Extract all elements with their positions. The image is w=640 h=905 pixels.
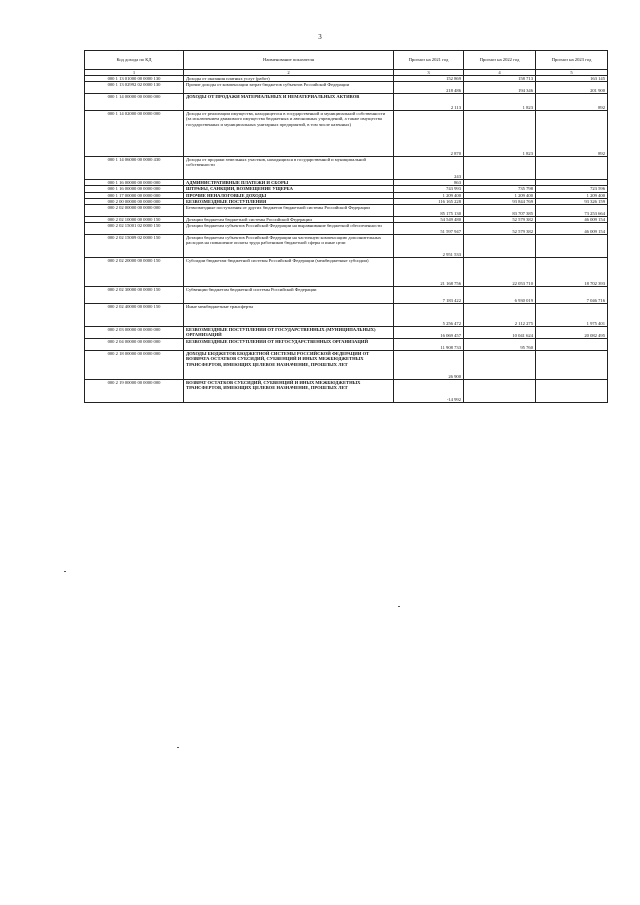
revenue-forecast-table xyxy=(84,50,608,403)
row-name: ПРОЧИЕ НЕНАЛОГОВЫЕ ДОХОДЫ xyxy=(184,192,394,198)
row-name: Субвенции бюджетам бюджетной системы Российской Федерации xyxy=(184,287,394,304)
row-value-2023: 892 xyxy=(536,111,608,157)
row-value-2023: 73 253 664 xyxy=(536,205,608,217)
row-value-2021: 16 069 457 xyxy=(394,327,464,339)
row-value-2023: 892 xyxy=(536,94,608,111)
row-value-2023: 1 975 401 xyxy=(536,304,608,327)
row-name: АДМИНИСТРАТИВНЫЕ ПЛАТЕЖИ И СБОРЫ xyxy=(184,180,394,186)
row-value-2021: 1 209 400 xyxy=(394,192,464,198)
header-forecast-2023: Прогноз на 2023 год xyxy=(536,51,608,70)
row-name: БЕЗВОЗМЕЗДНЫЕ ПОСТУПЛЕНИЯ xyxy=(184,198,394,204)
row-code: 000 2 19 00000 00 0000 000 xyxy=(85,380,184,403)
row-value-2021: 51 597 947 xyxy=(394,223,464,235)
row-value-2021: 743 993 xyxy=(394,186,464,192)
row-code: 000 2 02 15009 02 0000 150 xyxy=(85,235,184,258)
row-value-2023 xyxy=(536,157,608,180)
table-row xyxy=(85,205,608,217)
row-value-2023 xyxy=(536,235,608,258)
row-value-2021: 5 256 472 xyxy=(394,304,464,327)
header-forecast-2022: Прогноз на 2022 год xyxy=(464,51,536,70)
row-code: 000 2 02 10000 00 0000 150 xyxy=(85,217,184,223)
row-value-2021: 85 175 130 xyxy=(394,205,464,217)
row-value-2023: 723 596 xyxy=(536,186,608,192)
row-name: ШТРАФЫ, САНКЦИИ, ВОЗМЕЩЕНИЕ УЩЕРБА xyxy=(184,186,394,192)
row-value-2023: 18 702 393 xyxy=(536,258,608,287)
row-value-2021: 7 183 422 xyxy=(394,287,464,304)
row-value-2022: 52 579 382 xyxy=(464,223,536,235)
row-value-2022: 194 346 xyxy=(464,82,536,94)
row-value-2022 xyxy=(464,351,536,380)
row-code: 000 1 14 02000 00 0000 000 xyxy=(85,111,184,157)
row-value-2021: 116 165 228 xyxy=(394,198,464,204)
row-value-2022 xyxy=(464,380,536,403)
row-value-2021: 2 951 533 xyxy=(394,235,464,258)
table-header-row xyxy=(85,51,608,70)
header-code: Код дохода по КД xyxy=(85,51,184,70)
table-row xyxy=(85,157,608,180)
column-number: 5 xyxy=(536,70,608,76)
row-value-2022 xyxy=(464,235,536,258)
row-value-2022: 93 844 769 xyxy=(464,198,536,204)
row-value-2023: 1 209 400 xyxy=(536,192,608,198)
row-code: 000 1 17 00000 00 0000 000 xyxy=(85,192,184,198)
row-value-2022: 1 823 xyxy=(464,94,536,111)
row-code: 000 1 13 01000 00 0000 130 xyxy=(85,76,184,82)
row-name: Субсидии бюджетам бюджетной системы Российской Федерации (межбюджетные субсидии) xyxy=(184,258,394,287)
table-row xyxy=(85,327,608,339)
header-forecast-2021: Прогноз на 2021 год xyxy=(394,51,464,70)
row-name: Дотации бюджетам субъектов Российской Федерации на частичную компенсацию дополнительных расходов на повышение оплаты труда работников бюджетной сферы и иные цели xyxy=(184,235,394,258)
table-row xyxy=(85,339,608,351)
row-value-2022: 83 707 385 xyxy=(464,205,536,217)
row-code: 000 2 02 40000 00 0000 150 xyxy=(85,304,184,327)
row-name: Прочие доходы от компенсации затрат бюджетов субъектов Российской Федерации xyxy=(184,82,394,94)
row-code: 000 1 14 00000 00 0000 000 xyxy=(85,94,184,111)
row-code: 000 1 16 00000 00 0000 000 xyxy=(85,186,184,192)
row-value-2023: 20 082 495 xyxy=(536,327,608,339)
row-name: БЕЗВОЗМЕЗДНЫЕ ПОСТУПЛЕНИЯ ОТ НЕГОСУДАРСТВЕННЫХ ОРГАНИЗАЦИЙ xyxy=(184,339,394,351)
row-value-2021: 152 869 xyxy=(394,76,464,82)
row-code: 000 2 02 30000 00 0000 150 xyxy=(85,287,184,304)
row-name: ДОХОДЫ ОТ ПРОДАЖИ МАТЕРИАЛЬНЫХ И НЕМАТЕРИАЛЬНЫХ АКТИВОВ xyxy=(184,94,394,111)
row-name: Дотации бюджетам субъектов Российской Федерации на выравнивание бюджетной обеспеченности xyxy=(184,223,394,235)
row-value-2021: 2 113 xyxy=(394,94,464,111)
row-value-2023 xyxy=(536,339,608,351)
row-name: БЕЗВОЗМЕЗДНЫЕ ПОСТУПЛЕНИЯ ОТ ГОСУДАРСТВЕННЫХ (МУНИЦИПАЛЬНЫХ) ОРГАНИЗАЦИЙ xyxy=(184,327,394,339)
table-row xyxy=(85,223,608,235)
row-value-2021: 243 xyxy=(394,157,464,180)
row-name: Доходы от оказания платных услуг (работ) xyxy=(184,76,394,82)
row-value-2023: 46 009 154 xyxy=(536,217,608,223)
table-row xyxy=(85,258,608,287)
row-name: Безвозмездные поступления от других бюджетов бюджетной системы Российской Федерации xyxy=(184,205,394,217)
row-code: 000 2 02 20000 00 0000 150 xyxy=(85,258,184,287)
row-name: Дотации бюджетам бюджетной системы Российской Федерации xyxy=(184,217,394,223)
row-code: 000 2 04 00000 00 0000 000 xyxy=(85,339,184,351)
table-row xyxy=(85,304,608,327)
row-value-2022: 52 579 382 xyxy=(464,217,536,223)
row-value-2022: 95 760 xyxy=(464,339,536,351)
row-name: Доходы от продажи земельных участков, находящихся в государственной и муниципальной собственности xyxy=(184,157,394,180)
row-value-2021: -14 992 xyxy=(394,380,464,403)
row-value-2022 xyxy=(464,157,536,180)
row-value-2021: 21 168 756 xyxy=(394,258,464,287)
table-row xyxy=(85,380,608,403)
row-value-2023: 93 326 159 xyxy=(536,198,608,204)
row-code: 000 2 02 15001 02 0000 150 xyxy=(85,223,184,235)
column-number: 2 xyxy=(184,70,394,76)
row-value-2021: 26 900 xyxy=(394,351,464,380)
column-number: 3 xyxy=(394,70,464,76)
row-value-2022: 2 112 275 xyxy=(464,304,536,327)
row-value-2023: 46 009 154 xyxy=(536,223,608,235)
table-row xyxy=(85,287,608,304)
row-code: 000 2 03 00000 00 0000 000 xyxy=(85,327,184,339)
table-row xyxy=(85,235,608,258)
column-number: 1 xyxy=(85,70,184,76)
table-body xyxy=(85,76,608,403)
row-value-2022: 22 053 710 xyxy=(464,258,536,287)
row-value-2022: 158 713 xyxy=(464,76,536,82)
row-name: ДОХОДЫ БЮДЖЕТОВ БЮДЖЕТНОЙ СИСТЕМЫ РОССИЙСКОЙ ФЕДЕРАЦИИ ОТ ВОЗВРАТА ОСТАТКОВ СУБСИДИЙ, СУБВЕНЦИЙ И ИНЫХ МЕЖБЮДЖЕТНЫХ ТРАНСФЕРТОВ, ИМЕЮЩИХ ЦЕЛЕВОЕ НАЗНАЧЕНИЕ, ПРОШЛЫХ ЛЕТ xyxy=(184,351,394,380)
page-number: 3 xyxy=(318,33,322,41)
row-value-2022: 1 823 xyxy=(464,111,536,157)
row-value-2022: 735 798 xyxy=(464,186,536,192)
table-row xyxy=(85,82,608,94)
column-number: 4 xyxy=(464,70,536,76)
row-value-2021: 218 486 xyxy=(394,82,464,94)
row-value-2021: 54 549 480 xyxy=(394,217,464,223)
row-value-2023: 7 046 716 xyxy=(536,287,608,304)
scan-speck xyxy=(64,571,66,572)
row-code: 000 2 02 00000 00 0000 000 xyxy=(85,205,184,217)
table-row xyxy=(85,351,608,380)
row-name: ВОЗВРАТ ОСТАТКОВ СУБСИДИЙ, СУБВЕНЦИЙ И ИНЫХ МЕЖБЮДЖЕТНЫХ ТРАНСФЕРТОВ, ИМЕЮЩИХ ЦЕЛЕВОЕ НАЗНАЧЕНИЕ, ПРОШЛЫХ ЛЕТ xyxy=(184,380,394,403)
row-value-2023: 201 900 xyxy=(536,82,608,94)
row-code: 000 1 14 06000 00 0000 430 xyxy=(85,157,184,180)
row-name: Доходы от реализации имущества, находящегося в государственной и муниципальной собственности (за исключением движимого имущества бюджетных и автономных учреждений, а также имущества государственных и муниципальных унитарных предприятий, в том числе казенных) xyxy=(184,111,394,157)
table-row xyxy=(85,94,608,111)
row-value-2023 xyxy=(536,351,608,380)
header-name: Наименование показателя xyxy=(184,51,394,70)
row-code: 000 1 16 00000 00 0000 000 xyxy=(85,180,184,186)
row-value-2022: 10 041 624 xyxy=(464,327,536,339)
scan-speck xyxy=(177,747,179,748)
row-value-2023 xyxy=(536,380,608,403)
row-value-2023: 163 145 xyxy=(536,76,608,82)
row-value-2022: 1 209 400 xyxy=(464,192,536,198)
row-code: 000 2 00 00000 00 0000 000 xyxy=(85,198,184,204)
scan-speck xyxy=(398,606,400,607)
row-value-2021: 863 xyxy=(394,180,464,186)
row-value-2022: 6 930 019 xyxy=(464,287,536,304)
row-value-2021: 2 870 xyxy=(394,111,464,157)
row-value-2021: 11 908 733 xyxy=(394,339,464,351)
row-code: 000 2 18 00000 00 0000 000 xyxy=(85,351,184,380)
row-code: 000 1 13 02992 02 0000 130 xyxy=(85,82,184,94)
row-name: Иные межбюджетные трансферты xyxy=(184,304,394,327)
table-row xyxy=(85,111,608,157)
